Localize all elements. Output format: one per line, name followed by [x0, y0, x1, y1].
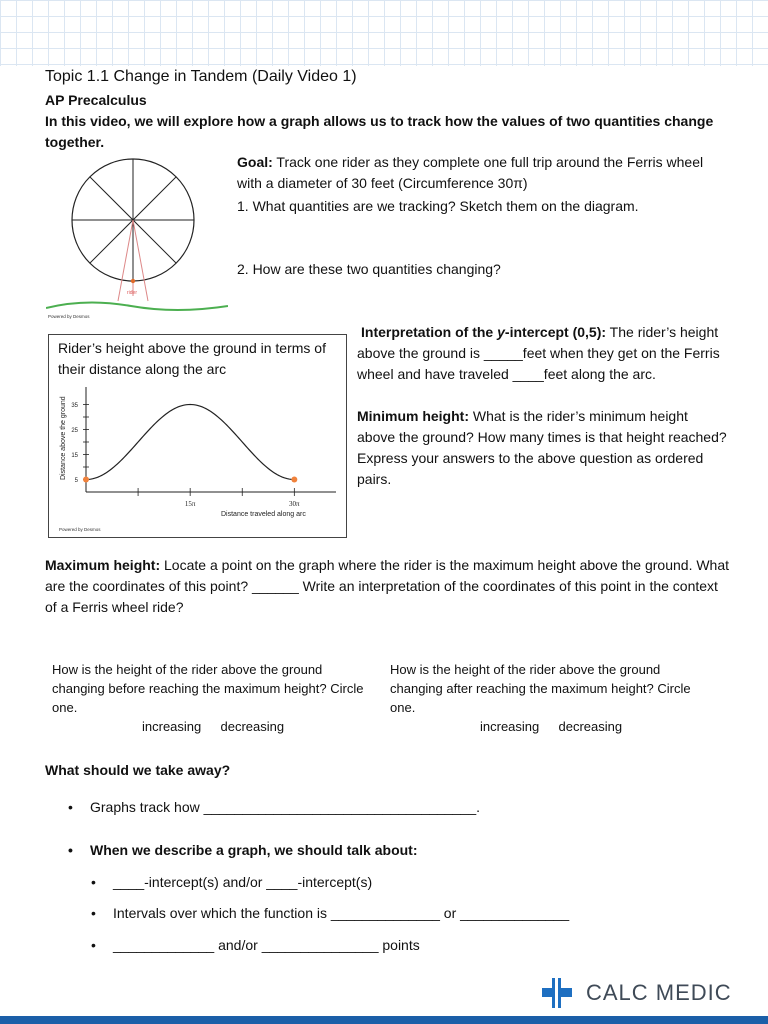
minimum-text: What is the rider’s minimum height above the ground? How many times is that height reached?: [357, 408, 727, 445]
goal-paragraph: [237, 152, 712, 194]
after-choice-decreasing[interactable]: decreasing: [558, 719, 623, 734]
bottom-accent-bar: [0, 1016, 768, 1024]
y-axis-label: Distance above the ground: [60, 396, 67, 480]
wheel-powered-by: Powered by Desmos: [48, 314, 90, 319]
course-name: AP Precalculus: [45, 92, 147, 108]
brand-name: CALC MEDIC: [586, 980, 732, 1005]
question-1: 1. What quantities are we tracking? Sketch them on the diagram.: [237, 198, 639, 214]
takeaway-bullet-2: • When we describe a graph, we should talk about:: [68, 842, 418, 858]
x-tick-label: 15π: [184, 500, 196, 508]
endpoint-marker: [291, 477, 297, 483]
goal-label: Goal:: [237, 154, 273, 170]
page-title: Topic 1.1 Change in Tandem (Daily Video 1): [45, 68, 357, 85]
minimum-paragraph: [357, 406, 727, 448]
medic-cross-icon: [540, 976, 574, 1010]
calc-medic-logo: [540, 976, 750, 1010]
rider-label: rider: [127, 290, 138, 296]
y-tick-label: 35: [71, 403, 78, 409]
after-max-choices: [390, 717, 710, 736]
takeaway-sub-bullet-2: • Intervals over which the function is ______________ or ______________: [91, 905, 570, 921]
after-max-question: [390, 660, 710, 736]
interpretation-text: The rider’s height above the ground is _____feet when they get on the Ferris wheel and have traveled ____feet along the arc.: [357, 324, 720, 382]
graph-powered-by: Powered by Desmos: [59, 527, 101, 532]
question-2: 2. How are these two quantities changing?: [237, 261, 501, 277]
x-axis-label: Distance traveled along arc: [221, 511, 306, 518]
takeaway-heading: What should we take away?: [45, 762, 231, 778]
interpretation-label: Interpretation of the y-intercept (0,5):: [361, 324, 607, 340]
takeaway-bullet-1: • Graphs track how ___________________________________.: [68, 799, 481, 815]
takeaway-sub-bullet-3: • _____________ and/or _______________ points: [91, 937, 420, 953]
height-curve: [86, 405, 294, 480]
endpoint-marker: [83, 477, 89, 483]
minimum-ordered-pairs: Express your answers to the above question as ordered pairs.: [357, 450, 704, 487]
intro-text: In this video, we will explore how a graph allows us to track how the values of two quantities change together.: [45, 113, 714, 150]
x-tick-label: 30π: [289, 500, 300, 508]
right-column: [357, 322, 727, 490]
before-max-text: How is the height of the rider above the ground changing before reaching the maximum height? Circle one.: [52, 662, 364, 715]
grid-header-background: [0, 0, 768, 66]
before-max-choices: [52, 717, 372, 736]
ground-line: [46, 302, 228, 310]
interpretation-paragraph: [357, 322, 727, 385]
rider-dot: [131, 279, 135, 283]
minimum-label: Minimum height:: [357, 408, 469, 424]
y-tick-label: 5: [74, 478, 78, 484]
before-choice-decreasing[interactable]: decreasing: [220, 719, 285, 734]
maximum-text: Locate a point on the graph where the rider is the maximum height above the ground. What are the coordinates of this point? ______ Write an interpretation of the coordinates of this point in the context of a Ferris wheel ride?: [45, 557, 730, 615]
after-choice-increasing[interactable]: increasing: [480, 719, 540, 734]
y-tick-label: 25: [71, 428, 78, 434]
height-graph-box: [48, 334, 347, 538]
graph-title: Rider’s height above the ground in terms of their distance along the arc: [58, 340, 326, 377]
before-choice-increasing[interactable]: increasing: [142, 719, 202, 734]
maximum-label: Maximum height:: [45, 557, 161, 573]
maximum-paragraph: [45, 555, 730, 618]
y-tick-label: 15: [71, 453, 78, 459]
before-max-question: [52, 660, 372, 736]
goal-text: Track one rider as they complete one full trip around the Ferris wheel with a diameter of 30 feet (Circumference 30π): [237, 154, 704, 191]
after-max-text: How is the height of the rider above the ground changing after reaching the maximum height? Circle one.: [390, 662, 691, 715]
height-chart: [49, 335, 346, 537]
takeaway-sub-bullet-1: • ____-intercept(s) and/or ____-intercept(s): [91, 874, 373, 890]
ferris-wheel-diagram: [46, 158, 228, 320]
